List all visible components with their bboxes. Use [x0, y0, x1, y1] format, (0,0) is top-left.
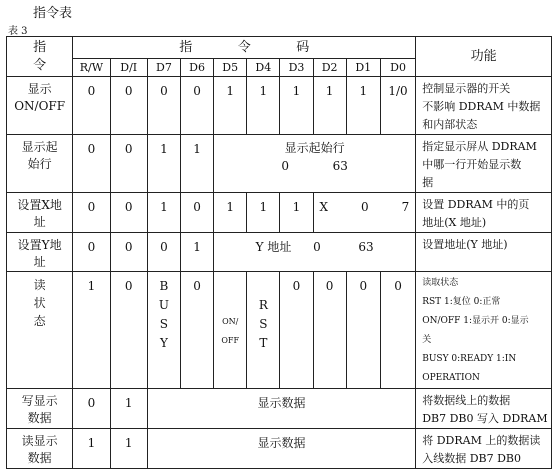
bit-cell: 0	[280, 272, 313, 389]
table-row	[7, 135, 552, 193]
bit-cell: 1	[346, 77, 380, 135]
start-line-range	[214, 157, 415, 175]
bit-cell: 1	[180, 233, 213, 272]
bit-cell: 0	[346, 272, 380, 389]
start-line-label: 显示起始行	[284, 141, 345, 155]
bit-cell: 1	[180, 135, 213, 193]
instruction-table	[6, 36, 552, 469]
instruction-name: 读 状 态	[7, 272, 73, 389]
bit-cell: 1	[214, 77, 247, 135]
range-end: 63	[332, 159, 348, 173]
instruction-name: 设置X地 址	[7, 193, 73, 233]
table-row	[7, 429, 552, 469]
display-data-cell: 显示数据	[147, 429, 415, 469]
function-desc: 设置 DDRAM 中的页 地址(X 地址)	[416, 193, 552, 233]
bit-cell: 0	[73, 233, 110, 272]
range-start: 0	[281, 159, 290, 173]
function-desc: 读取状态 RST 1:复位 0:正常 ON/OFF 1:显示开 0:显示 关 BUSY 0:READY 1:IN OPERATION	[416, 272, 552, 389]
bit-cell: 0	[110, 193, 147, 233]
bit-cell: 1	[280, 77, 313, 135]
on-off-bit: ON/ OFF	[214, 272, 247, 389]
x-address-cell	[313, 193, 416, 233]
function-desc: 将数据线上的数据 DB7 DB0 写入 DDRAM	[416, 389, 552, 429]
bit-cell: 0	[110, 272, 147, 389]
display-data-cell: 显示数据	[147, 389, 415, 429]
bit-cell: 0	[110, 233, 147, 272]
bit-cell: 1	[247, 77, 280, 135]
range-end: 7	[401, 200, 410, 214]
instruction-name: 设置Y地 址	[7, 233, 73, 272]
range-start: 0	[313, 240, 321, 254]
bit-cell: 1	[313, 77, 346, 135]
doc-title: 指令表	[33, 6, 73, 21]
bit-cell: 0	[180, 193, 213, 233]
bit-cell: 0	[147, 77, 180, 135]
table-row	[7, 193, 552, 233]
bit-cell: 1	[73, 272, 110, 389]
bit-cell: 0	[147, 233, 180, 272]
function-desc: 指定显示屏从 DDRAM 中哪一行开始显示数 据	[416, 135, 552, 193]
instruction-name: 写显示 数据	[7, 389, 73, 429]
start-line-cell	[214, 135, 416, 193]
range-end: 63	[358, 240, 374, 254]
bit-header: D3	[280, 59, 313, 77]
function-header: 功能	[416, 37, 552, 77]
table-label: 表 3	[8, 26, 28, 37]
bit-cell: 0	[73, 77, 110, 135]
bit-header: D/I	[110, 59, 147, 77]
y-address-cell	[214, 233, 416, 272]
instruction-name: 显示起 始行	[7, 135, 73, 193]
function-desc: 控制显示器的开关 不影响 DDRAM 中数据 和内部状态	[416, 77, 552, 135]
bit-cell: 1	[280, 193, 313, 233]
bit-header: D4	[247, 59, 280, 77]
bit-header: D0	[380, 59, 415, 77]
bit-cell: 1	[110, 429, 147, 469]
y-label: Y 地址	[255, 240, 292, 254]
table-row	[7, 389, 552, 429]
bit-header: D6	[180, 59, 213, 77]
table-row	[7, 233, 552, 272]
instruction-code-header: 指 令 码	[73, 37, 416, 59]
bit-cell: 0	[313, 272, 346, 389]
bit-cell: 0	[180, 272, 213, 389]
bit-header: R/W	[73, 59, 110, 77]
table-row	[7, 77, 552, 135]
instruction-header: 指 令	[7, 37, 73, 77]
bit-cell: 0	[180, 77, 213, 135]
bit-cell: 0	[110, 135, 147, 193]
bit-header: D7	[147, 59, 180, 77]
bit-cell: 1/0	[380, 77, 415, 135]
range-start: 0	[361, 200, 369, 214]
busy-bit: B U S Y	[147, 272, 180, 389]
bit-cell: 1	[147, 135, 180, 193]
function-desc: 设置地址(Y 地址)	[416, 233, 552, 272]
instruction-name: 显示 ON/OFF	[7, 77, 73, 135]
bit-cell: 1	[147, 193, 180, 233]
rst-bit: R S T	[247, 272, 280, 389]
bit-cell: 0	[73, 389, 110, 429]
bit-cell: 0	[73, 135, 110, 193]
bit-header: D2	[313, 59, 346, 77]
header-row	[7, 37, 552, 59]
instruction-name: 读显示 数据	[7, 429, 73, 469]
bit-cell: 0	[73, 193, 110, 233]
bit-header: D1	[346, 59, 380, 77]
bit-cell: 1	[214, 193, 247, 233]
bit-cell: 1	[73, 429, 110, 469]
bit-cell: 1	[110, 389, 147, 429]
bit-cell: 1	[247, 193, 280, 233]
bit-cell: 0	[110, 77, 147, 135]
x-label: X	[319, 200, 329, 214]
bit-header: D5	[214, 59, 247, 77]
function-desc: 将 DDRAM 上的数据读 入线数据 DB7 DB0	[416, 429, 552, 469]
table-row	[7, 272, 552, 389]
bit-cell: 0	[380, 272, 415, 389]
